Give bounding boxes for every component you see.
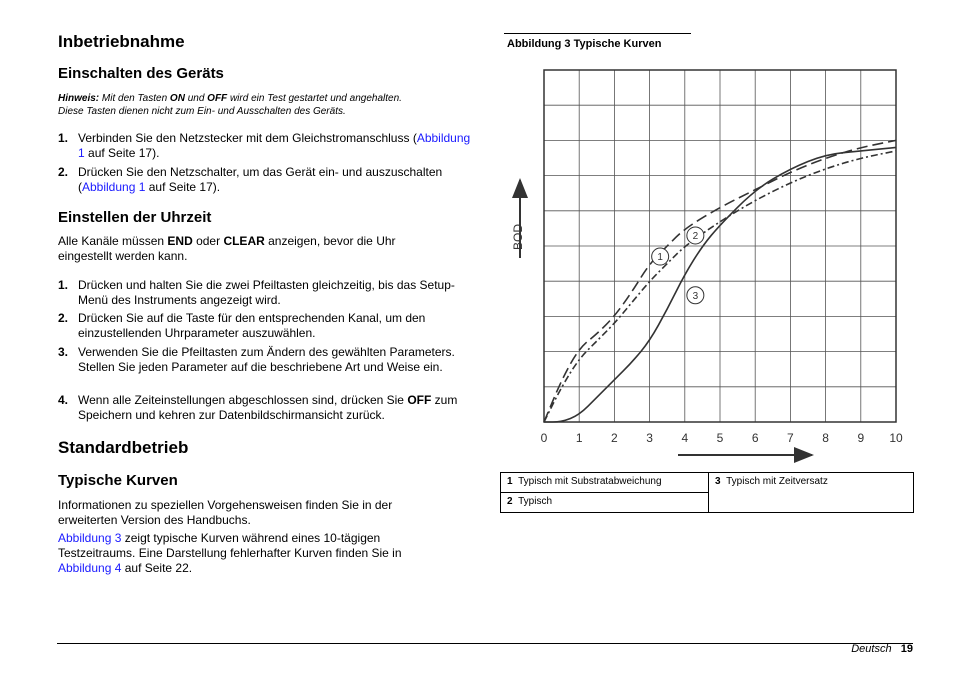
x-tick-label: 4 — [681, 431, 689, 445]
list-item — [58, 393, 478, 423]
x-tick-label: 2 — [611, 431, 618, 445]
step-text: Drücken und halten Sie die zwei Pfeiltasten gleichzeitig, bis das Setup-Menü des Instruments angezeigt wird. — [78, 278, 455, 307]
step-number: 3. — [58, 345, 69, 359]
step-text: Verwenden Sie die Pfeiltasten zum Ändern des gewählten Parameters. Stellen Sie jeden Parameter auf die beschriebene Art und Weise ein. — [78, 345, 455, 374]
step-text: Drücken Sie den Netzschalter, um das Gerät ein- und auszuschalten (Abbildung 1 auf Seite 17). — [78, 165, 443, 194]
figure-caption: Abbildung 3 Typische Kurven — [507, 38, 662, 50]
callout-label: 2 — [692, 230, 699, 242]
list-item — [58, 311, 478, 341]
note-label: Hinweis: — [58, 93, 100, 104]
step-text: Wenn alle Zeiteinstellungen abgeschlossen sind, drücken Sie OFF zum Speichern und kehren zur Datenbildschirmansicht zurück. — [78, 393, 458, 422]
legend-item: 2 Typisch — [501, 493, 709, 513]
link-abbildung-1[interactable]: Abbildung 1 — [78, 131, 471, 160]
callout-label: 1 — [657, 252, 663, 264]
note-text: und — [187, 93, 205, 104]
x-tick-label: 8 — [822, 431, 829, 445]
heading-typische-kurven: Typische Kurven — [58, 472, 178, 489]
step-text: Verbinden Sie den Netzstecker mit dem Gleichstromanschluss (Abbildung 1 auf Seite 17). — [78, 131, 471, 160]
list-item — [58, 278, 478, 308]
footer-language: Deutsch — [851, 643, 892, 655]
note-text: Mit den Tasten — [101, 93, 168, 104]
section-title: Standardbetrieb — [58, 438, 189, 457]
footer-rule — [57, 643, 913, 644]
heading-uhrzeit: Einstellen der Uhrzeit — [58, 209, 212, 226]
x-tick-label: 0 — [540, 431, 548, 445]
list-item — [58, 345, 478, 375]
step-text: Drücken Sie auf die Taste für den entsprechenden Kanal, um den einzustellenden Uhrparameter auszuwählen. — [78, 311, 426, 340]
x-tick-label: 3 — [646, 431, 653, 445]
note-on: ON — [169, 93, 185, 104]
note — [58, 92, 478, 118]
link-abbildung-4[interactable]: Abbildung 4 — [58, 561, 122, 575]
page-number: 19 — [900, 643, 913, 655]
footer — [851, 643, 913, 655]
figure-legend — [500, 472, 914, 513]
step-number: 4. — [58, 393, 69, 407]
bod-chart — [500, 60, 914, 470]
list-item — [58, 131, 478, 161]
x-tick-label: 1 — [575, 431, 583, 445]
note-text: wird ein Test gestartet und angehalten. — [229, 93, 402, 104]
heading-einschalten: Einschalten des Geräts — [58, 65, 224, 82]
step-number: 1. — [58, 131, 69, 145]
link-abbildung-1[interactable]: Abbildung 1 — [82, 180, 146, 194]
step-number: 1. — [58, 278, 69, 292]
note-off: OFF — [207, 93, 228, 104]
grid — [544, 70, 896, 422]
note-line2: Diese Tasten dienen nicht zum Ein- und Ausschalten des Geräts. — [58, 106, 346, 117]
paragraph: Abbildung 3 zeigt typische Kurven während eines 10-tägigen Testzeitraums. Eine Darstellung fehlerhafter Kurven finden Sie in Abbildung 4 auf Seite 22. — [58, 531, 402, 575]
step-number: 2. — [58, 311, 69, 325]
caption-rule — [504, 33, 691, 34]
x-tick-label: 10 — [889, 431, 903, 445]
x-tick-label: 6 — [751, 431, 759, 445]
list-item — [58, 165, 478, 195]
step-number: 2. — [58, 165, 69, 179]
x-tick-label: 5 — [716, 431, 724, 445]
callout-label: 3 — [692, 290, 699, 302]
x-tick-label: 7 — [787, 431, 794, 445]
x-tick-label: 9 — [857, 431, 865, 445]
y-axis-label: BOD — [511, 223, 525, 250]
legend-item: 3 Typisch mit Zeitversatz — [709, 473, 914, 513]
page-title: Inbetriebnahme — [58, 32, 185, 51]
paragraph: Informationen zu speziellen Vorgehensweisen finden Sie in der erweiterten Version des Handbuchs. — [58, 498, 393, 527]
intro-paragraph: Alle Kanäle müssen END oder CLEAR anzeigen, bevor die Uhr eingestellt werden kann. — [58, 234, 396, 263]
link-abbildung-3[interactable]: Abbildung 3 — [58, 531, 122, 545]
legend-item: 1 Typisch mit Substratabweichung — [501, 473, 709, 493]
